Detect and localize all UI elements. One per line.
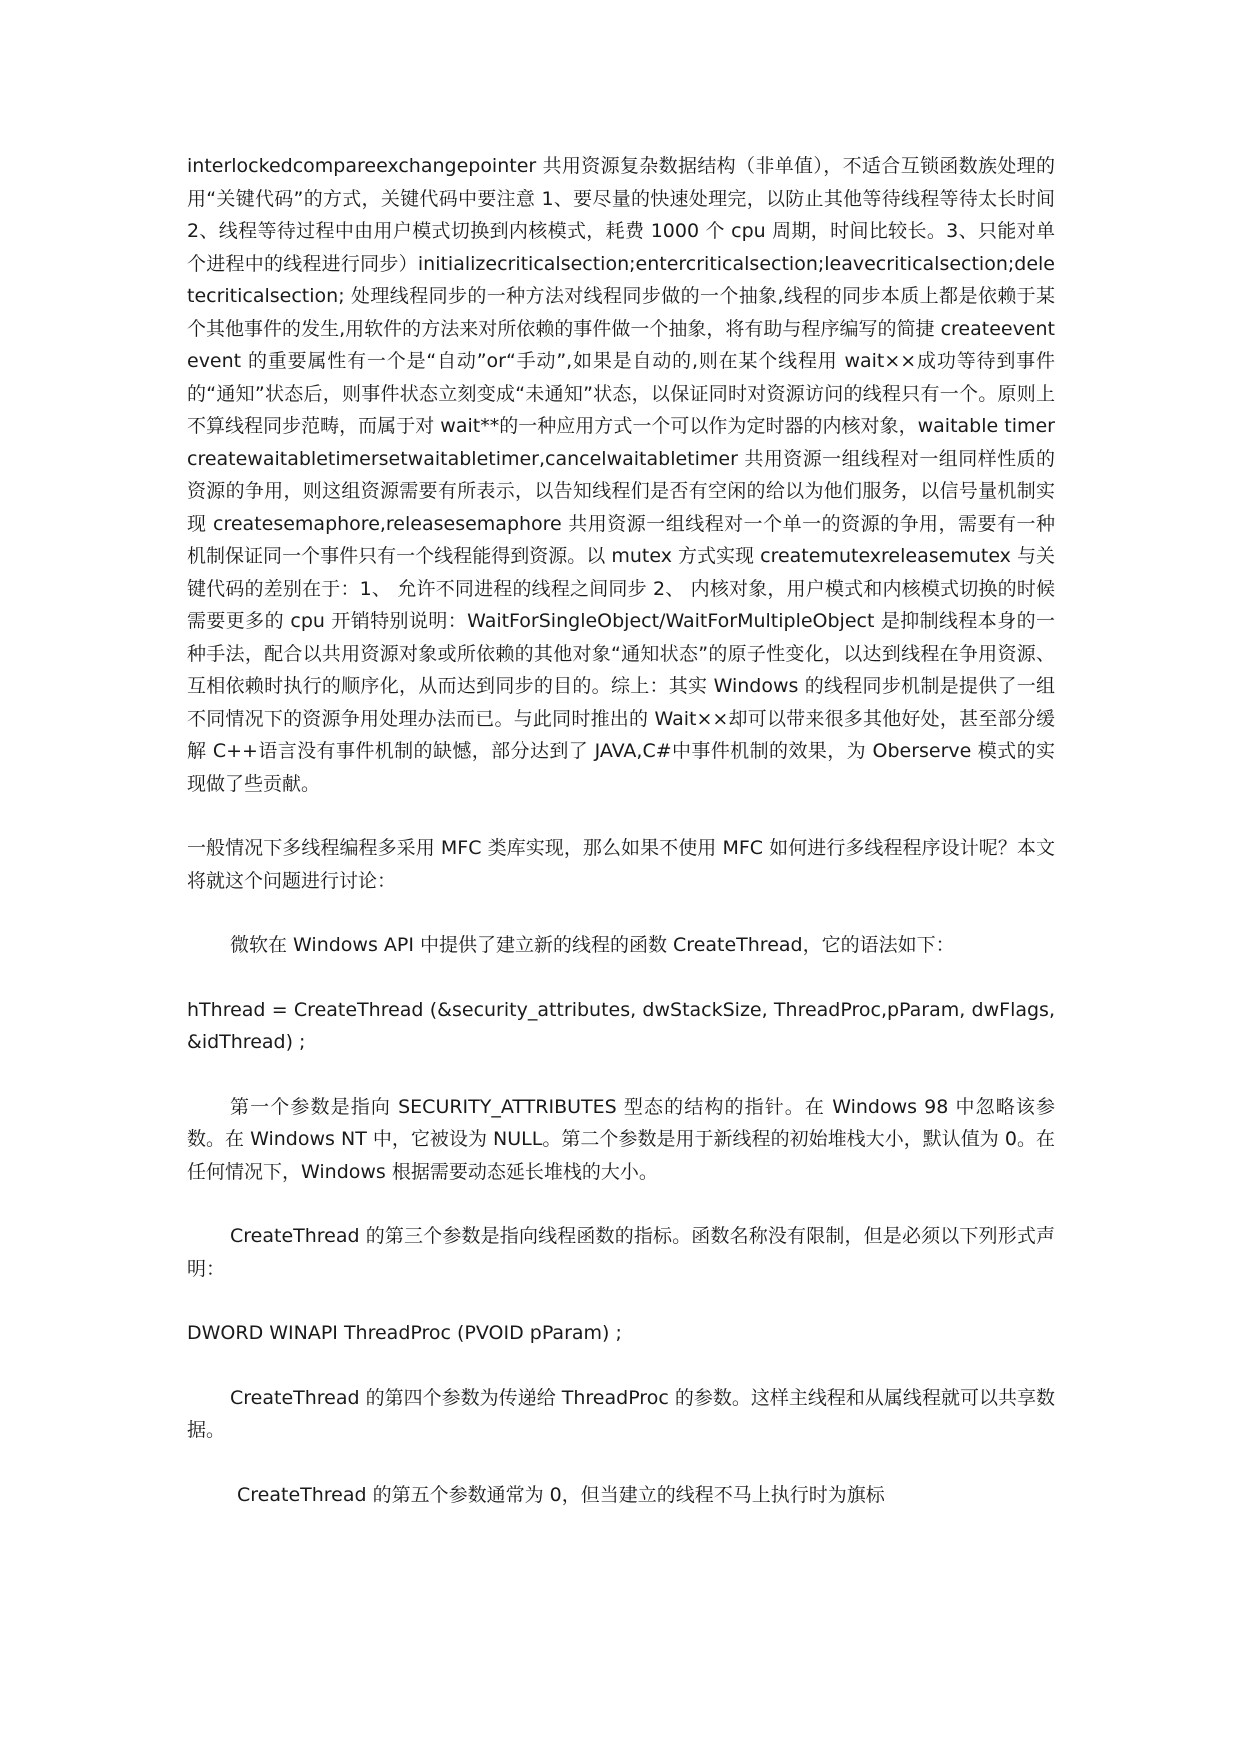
paragraph-sync-overview: interlockedcompareexchangepointer 共用资源复杂数据结构（非单值），不适合互锁函数族处理的用“关键代码”的方式，关键代码中要注意 1、要尽量的快速处理完，以防止其他等待线程等待太长时间 2、线程等待过程中由用户模式切换到内核模式，耗费 1000 个 cpu 周期，时间比较长。3、只能对单个进程中的线程进行同步）initializecriticalsection;entercriticalsection;leavecriticalsection;deletecriticalsection; 处理线程同步的一种方法对线程同步做的一个抽象,线程的同步本质上都是依赖于某个其他事件的发生,用软件的方法来对所依赖的事件做一个抽象，将有助与程序编写的简捷 createeventevent 的重要属性有一个是“自动”or“手动”,如果是自动的,则在某个线程用 wait××成功等待到事件的“通知”状态后，则事件状态立刻变成“未通知”状态，以保证同时对资源访问的线程只有一个。原则上不算线程同步范畴，而属于对 wait**的一种应用方式一个可以作为定时器的内核对象，waitable timercreatewaitabletimersetwaitabletimer,cancelwaitabletimer 共用资源一组线程对一组同样性质的资源的争用，则这组资源需要有所表示，以告知线程们是否有空闲的给以为他们服务，以信号量机制实现 createsemaphore,releasesemaphore 共用资源一组线程对一个单一的资源的争用，需要有一种机制保证同一个事件只有一个线程能得到资源。以 mutex 方式实现 createmutexreleasemutex 与关键代码的差别在于：1、 允许不同进程的线程之间同步 2、 内核对象，用户模式和内核模式切换的时候需要更多的 cpu 开销特别说明：WaitForSingleObject/WaitForMultipleObject 是抑制线程本身的一种手法，配合以共用资源对象或所依赖的其他对象“通知状态”的原子性变化，以达到线程在争用资源、互相依赖时执行的顺序化，从而达到同步的目的。综上：其实 Windows 的线程同步机制是提供了一组不同情况下的资源争用处理办法而已。与此同时推出的 Wait××却可以带来很多其他好处，甚至部分缓解 C++语言没有事件机制的缺憾，部分达到了 JAVA,C#中事件机制的效果，为 Oberserve 模式的实现做了些贡献。 (187, 155, 1055, 795)
code-line-threadproc-declaration: DWORD WINAPI ThreadProc (PVOID pParam) ; (187, 1322, 622, 1344)
paragraph-third-parameter: CreateThread 的第三个参数是指向线程函数的指标。函数名称没有限制，但是必须以下列形式声明： (187, 1225, 1055, 1280)
paragraph-first-parameter: 第一个参数是指向 SECURITY_ATTRIBUTES 型态的结构的指针。在 Windows 98 中忽略该参数。在 Windows NT 中，它被设为 NULL。第二个参数是用于新线程的初始堆栈大小，默认值为 0。在任何情况下，Windows 根据需要动态延长堆栈的大小。 (187, 1095, 1055, 1183)
paragraph-mfc-intro: 一般情况下多线程编程多采用 MFC 类库实现，那么如果不使用 MFC 如何进行多线程程序设计呢？本文将就这个问题进行讨论： (187, 837, 1055, 892)
code-line-createthread-call: hThread = CreateThread (&security_attributes, dwStackSize, ThreadProc,pParam, dwFlags, &idThread) ; (187, 998, 1055, 1053)
paragraph-fourth-parameter: CreateThread 的第四个参数为传递给 ThreadProc 的参数。这样主线程和从属线程就可以共享数据。 (187, 1386, 1055, 1441)
paragraph-fifth-parameter: CreateThread 的第五个参数通常为 0，但当建立的线程不马上执行时为旗标 (237, 1483, 885, 1506)
document-page (187, 150, 1055, 1511)
paragraph-createthread-intro: 微软在 Windows API 中提供了建立新的线程的函数 CreateThread，它的语法如下： (230, 934, 955, 956)
